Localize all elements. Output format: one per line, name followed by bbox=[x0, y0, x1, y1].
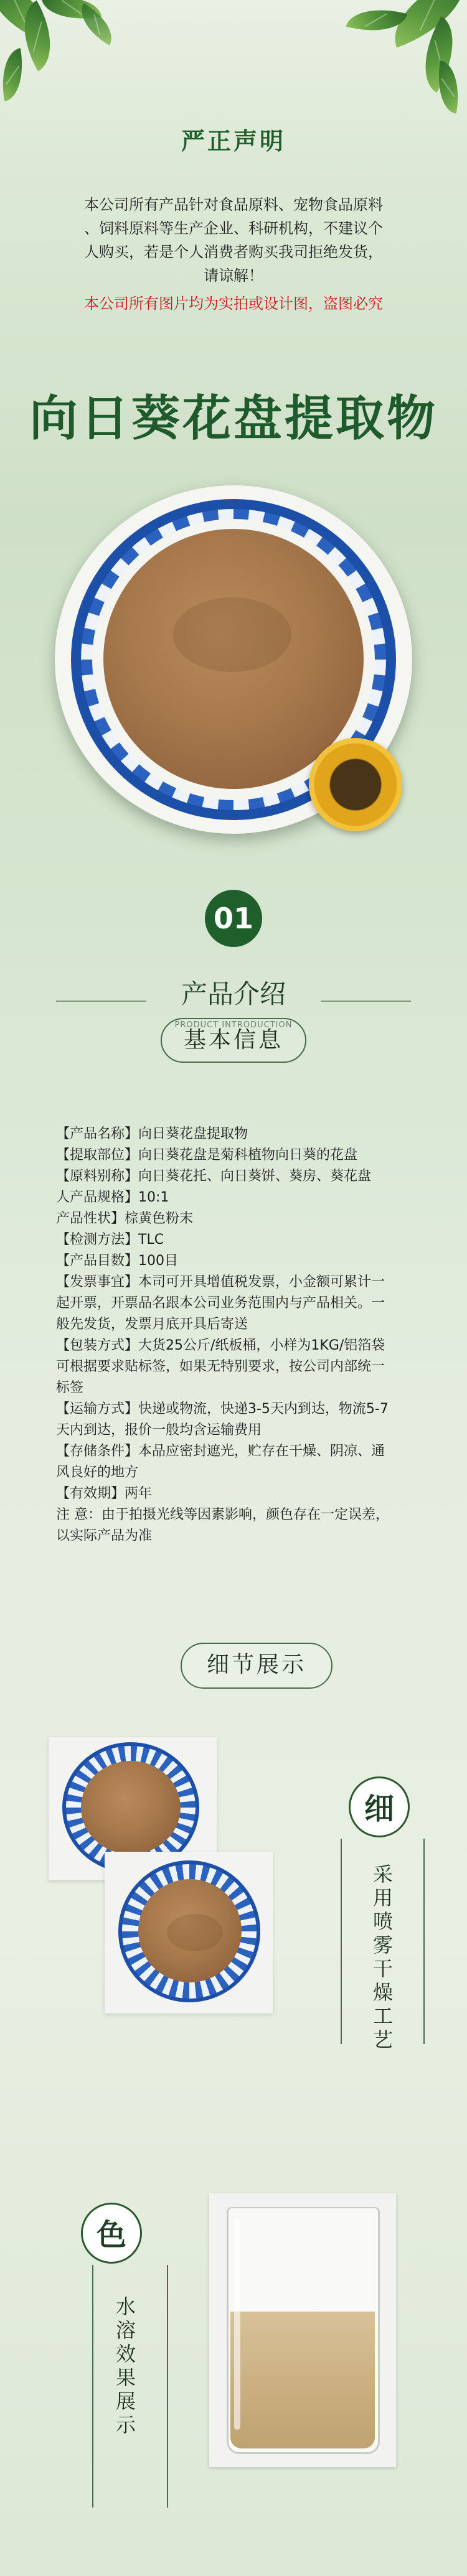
fine-badge: 细 bbox=[349, 1776, 410, 1837]
info-line: 【提取部位】向日葵花盘是菊科植物向日葵的花盘 bbox=[56, 1147, 358, 1163]
statement-line: 本公司所有产品针对食品原料、宠物食品原料 bbox=[84, 196, 383, 213]
detail-label: 细节展示 bbox=[181, 1643, 333, 1689]
info-line: 【发票事宜】本司可开具增值税发票，小金额可累计一 bbox=[56, 1274, 385, 1290]
detail-photo-plate-2 bbox=[105, 1852, 273, 2014]
info-line: 注 意：由于拍摄光线等因素影响，颜色存在一定误差， bbox=[56, 1507, 389, 1523]
statement-title: 严正声明 bbox=[181, 128, 286, 155]
product-title: 向日葵花盘提取物 bbox=[29, 391, 438, 447]
fine-caption: 采用喷雾干燥工艺 bbox=[370, 1864, 394, 2053]
section-number: 01 bbox=[205, 890, 262, 947]
info-line: 【原料别称】向日葵花托、向日葵饼、葵房、葵花盘 bbox=[56, 1169, 372, 1184]
info-line: 【产品名称】向日葵花盘提取物 bbox=[56, 1126, 248, 1142]
info-line: 【检测方法】TLC bbox=[56, 1232, 164, 1248]
info-line: 般先发货，发票月底开具后寄送 bbox=[56, 1317, 248, 1332]
info-line: 【存储条件】本品应密封遮光，贮存在干燥、阴凉、通 bbox=[56, 1444, 385, 1459]
info-line: 产品性状】棕黄色粉末 bbox=[56, 1211, 194, 1226]
section-subtitle: PRODUCT INTRODUCTION bbox=[174, 1020, 293, 1030]
statement-body bbox=[62, 193, 405, 287]
info-line: 【产品目数】100目 bbox=[56, 1253, 178, 1269]
info-line: 风良好的地方 bbox=[56, 1465, 139, 1480]
basic-info-label: 基本信息 bbox=[161, 1018, 306, 1063]
info-line: 【有效期】两年 bbox=[56, 1486, 153, 1501]
statement-line: 、饲料原料等生产企业、科研机构，不建议个 bbox=[84, 220, 383, 237]
statement-warning: 本公司所有图片均为实拍或设计图，盗图必究 bbox=[84, 295, 383, 312]
color-badge: 色 bbox=[81, 2203, 142, 2264]
info-line: 可根据要求贴标签，如果无特别要求，按公司内部统一 bbox=[56, 1359, 385, 1374]
info-line: 【运输方式】快递或物流，快递3-5天内到达，物流5-7 bbox=[56, 1401, 389, 1417]
water-solution-photo bbox=[209, 2193, 396, 2467]
product-info-list bbox=[56, 1124, 430, 1547]
fine-vline-right bbox=[423, 1839, 425, 2044]
info-line: 标签 bbox=[56, 1380, 84, 1396]
sunflower-image bbox=[309, 738, 402, 831]
section-title: 产品介绍 bbox=[181, 979, 286, 1009]
statement-line: 请谅解！ bbox=[204, 267, 263, 284]
color-vline-right bbox=[167, 2265, 168, 2508]
info-line: 天内到达，报价一般均含运输费用 bbox=[56, 1422, 262, 1438]
info-line: 以实际产品为准 bbox=[56, 1528, 153, 1544]
leaf-decoration-right bbox=[336, 0, 467, 124]
color-caption: 水溶效果展示 bbox=[113, 2296, 136, 2438]
color-vline-left bbox=[92, 2265, 93, 2508]
info-line: 【包装方式】大货25公斤/纸板桶，小样为1KG/铝箔袋 bbox=[56, 1338, 385, 1353]
fine-vline bbox=[341, 1839, 342, 2044]
statement-line: 人购买，若是个人消费者购买我司拒绝发货， bbox=[84, 243, 383, 261]
leaf-decoration-left bbox=[0, 0, 125, 124]
info-line: 人产品规格】10:1 bbox=[56, 1190, 169, 1205]
info-line: 起开票，开票品名跟本公司业务范围内与产品相关。一 bbox=[56, 1295, 385, 1311]
